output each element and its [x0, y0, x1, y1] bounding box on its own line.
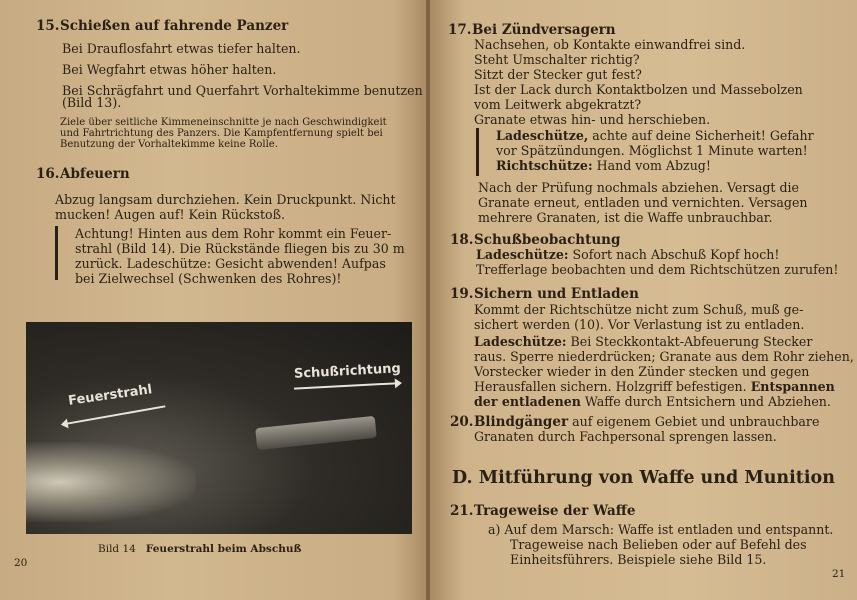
text-line: Sitzt der Stecker gut fest?	[474, 67, 642, 82]
text-line: Bei Wegfahrt etwas höher halten.	[62, 62, 277, 77]
section-number: 17.	[448, 22, 472, 38]
page-number-right: 21	[832, 568, 846, 580]
figure-caption	[98, 544, 301, 556]
section-number: 21.	[450, 503, 474, 519]
caption-text: Feuerstrahl beim Abschuß	[145, 543, 302, 555]
warning-bar	[55, 226, 58, 280]
section-number: 20.	[450, 414, 474, 430]
text-line: Ladeschütze: Sofort nach Abschuß Kopf hoch!	[476, 247, 780, 262]
caption-number: Bild 14	[98, 543, 136, 555]
section-20-line: 20.Blindgänger auf eigenem Gebiet und unbrauchbare	[450, 414, 820, 430]
arrow-left-icon	[67, 405, 166, 424]
text-line: vom Leitwerk abgekratzt?	[474, 97, 642, 112]
warning-line: bei Zielwechsel (Schwenken des Rohres)!	[75, 271, 342, 286]
arrow-right-icon	[294, 382, 396, 389]
section-18-heading	[450, 232, 620, 248]
figure-label-schussrichtung: Schußrichtung	[293, 361, 402, 382]
text-line: Einheitsführers. Beispiele siehe Bild 15.	[510, 552, 767, 567]
left-page	[0, 0, 428, 600]
warning-line: strahl (Bild 14). Die Rückstände fliegen bis zu 30 m	[75, 241, 405, 256]
text-line: Abzug langsam durchziehen. Kein Druckpunkt. Nicht	[55, 192, 396, 207]
text-line: Nach der Prüfung nochmals abziehen. Versagt die	[478, 180, 800, 195]
chapter-d-heading	[452, 468, 835, 488]
text-line: Bei Drauflosfahrt etwas tiefer halten.	[62, 41, 301, 56]
warning-line: Richtschütze: Hand vom Abzug!	[496, 158, 711, 173]
note-line: und Fahrtrichtung des Panzers. Die Kampfentfernung spielt bei	[60, 128, 383, 139]
warning-line: zurück. Ladeschütze: Gesicht abwenden! Aufpas	[75, 256, 386, 271]
text-line: Granate etwas hin- und herschieben.	[474, 112, 711, 127]
text-line: der entladenen Waffe durch Entsichern und Abziehen.	[474, 394, 831, 409]
flame-glow	[26, 442, 196, 522]
section-17-heading	[448, 22, 616, 38]
section-16-heading	[36, 166, 130, 182]
text-line: mehrere Granaten, ist die Waffe unbrauchbar.	[478, 210, 773, 225]
section-number: 15.	[36, 18, 60, 34]
text-line: mucken! Augen auf! Kein Rückstoß.	[55, 207, 286, 222]
text-line: Vorstecker wieder in den Zünder stecken und gegen	[474, 364, 810, 379]
text-line: Ladeschütze: Bei Steckkontakt-Abfeuerung Stecker	[474, 334, 813, 349]
chapter-title: Mitführung von Waffe und Munition	[478, 468, 835, 488]
warning-bar	[476, 128, 479, 176]
text-line: Granate erneut, entladen und vernichten. Versagen	[478, 195, 808, 210]
section-21-heading	[450, 503, 635, 519]
text-line: Trefferlage beobachten und dem Richtschützen zurufen!	[476, 262, 839, 277]
section-15-heading	[36, 18, 288, 34]
warning-line: vor Spätzündungen. Möglichst 1 Minute warten!	[496, 143, 808, 158]
warning-line: Ladeschütze, achte auf deine Sicherheit! Gefahr	[496, 128, 814, 143]
page-number-left: 20	[14, 557, 28, 569]
text-line: a) Auf dem Marsch: Waffe ist entladen und entspannt.	[488, 522, 834, 537]
section-title: Abfeuern	[60, 166, 130, 182]
section-title: Trageweise der Waffe	[474, 503, 636, 519]
note-line: Ziele über seitliche Kimmeneinschnitte je nach Geschwindigkeit	[60, 117, 387, 128]
section-number: 16.	[36, 166, 60, 182]
text-line: Nachsehen, ob Kontakte einwandfrei sind.	[474, 37, 746, 52]
warning-line: Achtung! Hinten aus dem Rohr kommt ein Feuer-	[75, 226, 392, 241]
text-line: Ist der Lack durch Kontaktbolzen und Massebolzen	[474, 82, 803, 97]
text-line: Bei Schrägfahrt und Querfahrt Vorhaltekimme benutzen	[62, 83, 423, 98]
right-page	[430, 0, 857, 600]
chapter-letter: D.	[452, 468, 473, 488]
section-title: Bei Zündversagern	[472, 22, 616, 38]
text-line: raus. Sperre niederdrücken; Granate aus dem Rohr ziehen,	[474, 349, 854, 364]
note-line: Benutzung der Vorhaltekimme keine Rolle.	[60, 139, 278, 150]
text-line: Granaten durch Fachpersonal sprengen lassen.	[474, 429, 777, 444]
section-title: Schießen auf fahrende Panzer	[60, 18, 289, 34]
figure-label-feuerstrahl: Feuerstrahl	[67, 382, 154, 409]
section-title: Schußbeobachtung	[474, 232, 621, 248]
section-number: 19.	[450, 286, 474, 302]
text-line: Herausfallen sichern. Holzgriff befestigen. Entspannen	[474, 379, 835, 394]
figure-photo	[26, 322, 412, 534]
text-line: (Bild 13).	[62, 95, 122, 110]
section-19-heading	[450, 286, 639, 302]
section-title: Sichern und Entladen	[474, 286, 639, 302]
text-line: Kommt der Richtschütze nicht zum Schuß, muß ge-	[474, 302, 804, 317]
text-line: Trageweise nach Belieben oder auf Befehl des	[510, 537, 807, 552]
section-number: 18.	[450, 232, 474, 248]
weapon-barrel	[255, 416, 377, 450]
text-line: Steht Umschalter richtig?	[474, 52, 640, 67]
text-line: sichert werden (10). Vor Verlastung ist zu entladen.	[474, 317, 805, 332]
